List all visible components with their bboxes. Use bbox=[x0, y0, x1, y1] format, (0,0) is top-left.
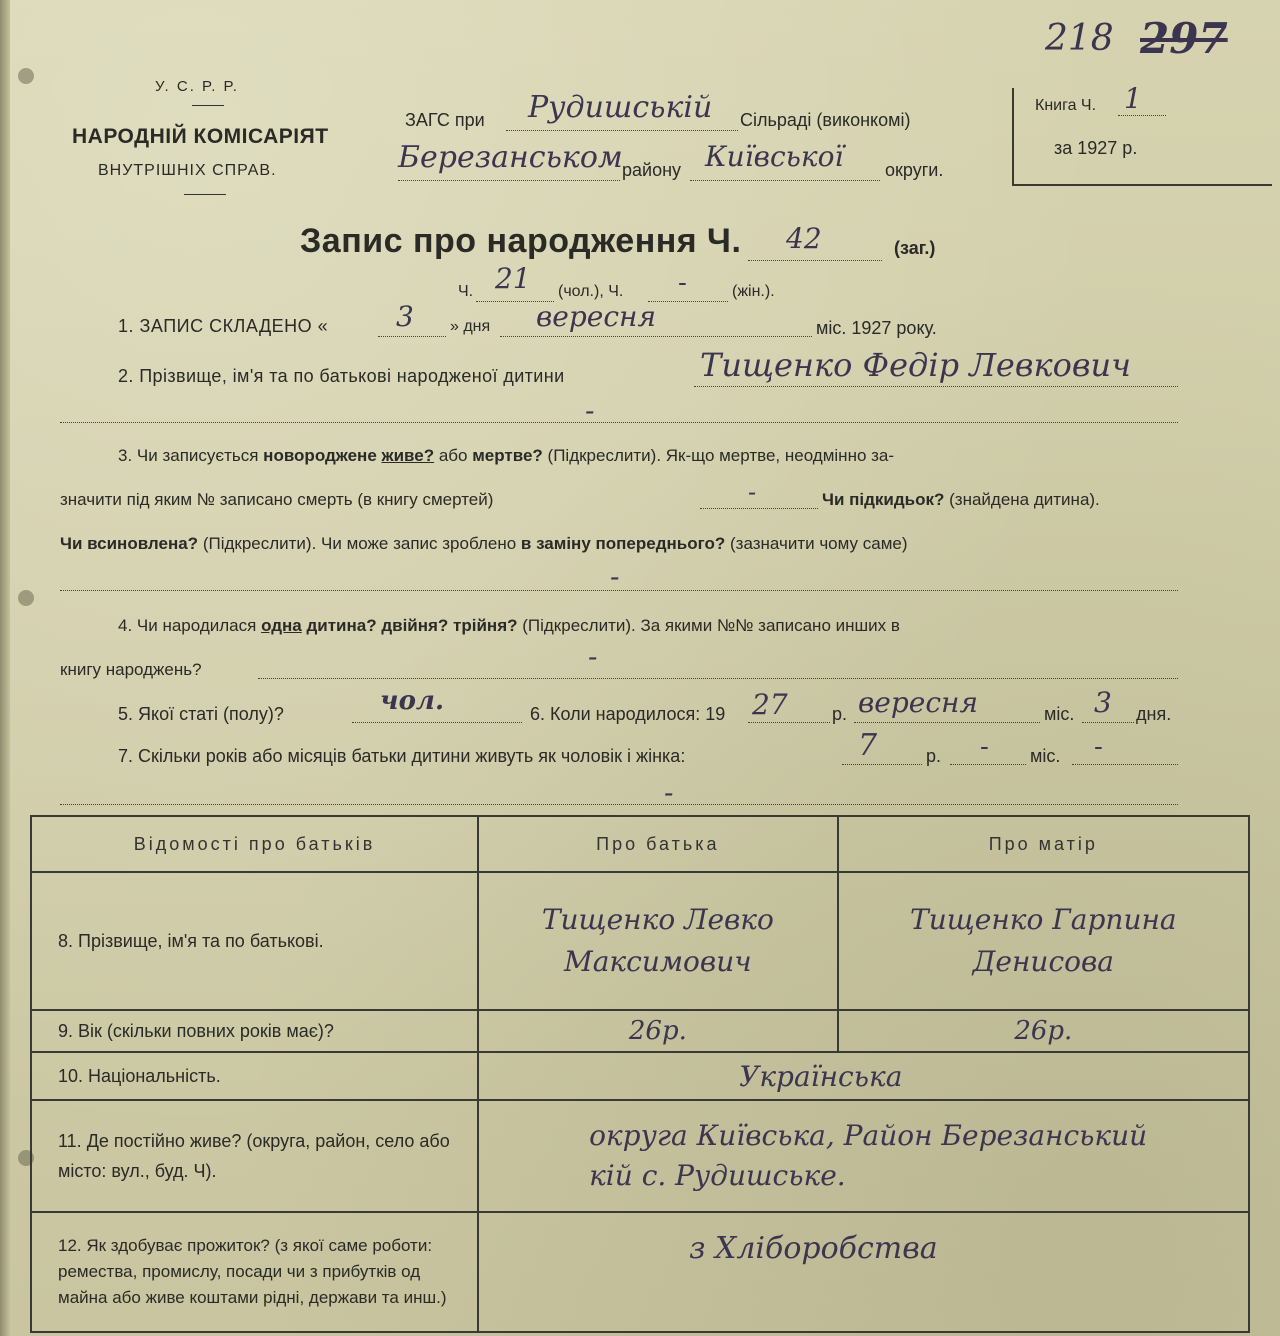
livelihood-handwritten: з Хліборобства bbox=[689, 1231, 938, 1266]
item3-line2b bbox=[822, 490, 1100, 510]
mother-age-cell bbox=[838, 1010, 1249, 1052]
item3-text: або bbox=[438, 446, 468, 465]
fill-line bbox=[1082, 722, 1134, 723]
raion-label: району bbox=[622, 160, 682, 180]
council-label: Сільраді (виконкомі) bbox=[740, 110, 911, 130]
item7-extra-dash-handwritten: - bbox=[1094, 732, 1103, 762]
father-name-handwritten: Тищенко Левко Максимович bbox=[541, 903, 774, 978]
birth-year-handwritten: 27 bbox=[752, 688, 788, 721]
item1-mid: » дня bbox=[450, 318, 491, 335]
mother-name-cell bbox=[838, 872, 1249, 1010]
item4-text: (Підкреслити). За якими №№ записано инших в bbox=[522, 616, 900, 635]
item7-dash-handwritten: - bbox=[664, 776, 674, 809]
book-label: Книга Ч. bbox=[1035, 97, 1097, 114]
fill-line bbox=[690, 180, 880, 181]
residence-handwritten-1: округа Київська, Район Березанський bbox=[589, 1119, 1148, 1152]
item3-death-dash-handwritten: - bbox=[748, 478, 757, 506]
fill-line bbox=[500, 336, 812, 337]
item3-alive: живе? bbox=[381, 446, 435, 465]
row-label-age: 9. Вік (скільки повних років має)? bbox=[31, 1010, 478, 1052]
item3-line3 bbox=[60, 534, 908, 554]
item4-options: дитина? двійня? трійня? bbox=[306, 616, 518, 635]
col-header-parents-info: Відомості про батьків bbox=[31, 816, 478, 872]
book-year: за 1927 р. bbox=[1054, 138, 1138, 158]
village-handwritten: Рудишській bbox=[528, 90, 713, 125]
row-label-name: 8. Прізвище, ім'я та по батькові. bbox=[31, 872, 478, 1010]
item2-label: 2. Прізвище, ім'я та по батькові народженої дитини bbox=[118, 366, 565, 386]
table-row bbox=[31, 1212, 1249, 1332]
marriage-months-suffix: міс. bbox=[1030, 746, 1061, 766]
item3-dash-handwritten: - bbox=[610, 560, 620, 593]
archive-number-old: 218 bbox=[1045, 18, 1114, 59]
fill-line bbox=[398, 180, 620, 181]
col-header-father: Про батька bbox=[478, 816, 838, 872]
fill-line bbox=[854, 722, 1040, 723]
item3-replacement: в заміну попереднього? bbox=[520, 534, 726, 553]
item1-month-handwritten: вересня bbox=[536, 300, 657, 333]
item3-foundling: Чи підкидьок? bbox=[822, 490, 945, 509]
divider bbox=[184, 194, 226, 195]
nationality-handwritten: Українська bbox=[739, 1059, 903, 1093]
table-row bbox=[31, 1100, 1249, 1212]
female-count-suffix: (жін.). bbox=[732, 283, 775, 300]
item1-day-handwritten: 3 bbox=[396, 300, 414, 333]
raion-handwritten: Березанськом bbox=[398, 140, 623, 175]
marriage-years-handwritten: 7 bbox=[858, 728, 878, 763]
archive-number-current: 297 bbox=[1140, 14, 1228, 63]
item3-text: (знайдена дитина). bbox=[949, 490, 1100, 509]
mother-name-handwritten: Тищенко Гарпина Денисова bbox=[910, 903, 1177, 978]
table-header-row bbox=[31, 816, 1249, 872]
fill-line bbox=[694, 386, 1178, 387]
item3-dead: мертве? bbox=[472, 446, 543, 465]
item4-text: 4. Чи народилася bbox=[118, 616, 257, 635]
father-age-handwritten: 26р. bbox=[628, 1016, 687, 1046]
book-number-handwritten: 1 bbox=[1124, 82, 1142, 115]
marriage-months-handwritten: - bbox=[980, 732, 989, 762]
item3-text: (зазначити чому саме) bbox=[729, 534, 908, 553]
record-number-suffix: (заг.) bbox=[894, 238, 936, 258]
item3-text: 3. Чи записується bbox=[118, 446, 259, 465]
item4-line1 bbox=[118, 616, 900, 636]
male-count-suffix: (чол.), Ч. bbox=[558, 283, 624, 300]
item7-label: 7. Скільки років або місяців батьки дитини живуть як чоловік і жінка: bbox=[118, 746, 686, 766]
birth-month-handwritten: вересня bbox=[858, 686, 979, 719]
fill-line bbox=[950, 764, 1026, 765]
page-edge bbox=[0, 0, 10, 1336]
zags-prefix: ЗАГС при bbox=[405, 110, 485, 130]
item4-line2: книгу народжень? bbox=[60, 660, 202, 679]
republic-label: У. С. Р. Р. bbox=[155, 78, 239, 95]
item6-label: 6. Коли народилося: 19 bbox=[530, 704, 726, 724]
father-age-cell bbox=[478, 1010, 838, 1052]
month-suffix: міс. bbox=[1044, 704, 1075, 724]
fill-line bbox=[1072, 764, 1178, 765]
item4-one: одна bbox=[261, 616, 302, 635]
residence-cell bbox=[478, 1100, 1249, 1212]
birth-day-handwritten: 3 bbox=[1094, 686, 1112, 719]
mother-age-handwritten: 26р. bbox=[1014, 1016, 1073, 1046]
residence-handwritten-2: кій с. Рудишське. bbox=[589, 1159, 846, 1192]
fill-line bbox=[506, 130, 738, 131]
fill-line bbox=[842, 764, 922, 765]
female-count-handwritten: - bbox=[678, 268, 687, 298]
item1-end: міс. 1927 року. bbox=[816, 318, 937, 338]
item2-dash-handwritten: - bbox=[585, 394, 595, 427]
fill-line bbox=[648, 301, 728, 302]
fill-line bbox=[748, 722, 830, 723]
fill-line bbox=[748, 260, 882, 261]
item4-dash-handwritten: - bbox=[588, 640, 598, 673]
male-count-handwritten: 21 bbox=[495, 262, 531, 295]
fill-line bbox=[352, 722, 522, 723]
fill-line bbox=[378, 336, 446, 337]
record-number-handwritten: 42 bbox=[786, 222, 822, 255]
okruha-handwritten: Київської bbox=[705, 140, 844, 173]
year-suffix: р. bbox=[832, 704, 848, 724]
marriage-years-suffix: р. bbox=[926, 746, 942, 766]
row-label-residence: 11. Де постійно живе? (округа, район, село або місто: вул., буд. Ч). bbox=[31, 1100, 478, 1212]
parents-table bbox=[30, 815, 1250, 1333]
livelihood-cell bbox=[478, 1212, 1249, 1332]
item3-adopted: Чи всиновлена? bbox=[60, 534, 199, 553]
commissariat-title: НАРОДНІЙ КОМІСАРІЯТ bbox=[72, 125, 329, 148]
fill-line bbox=[258, 678, 1178, 679]
sex-handwritten: чол. bbox=[380, 686, 445, 716]
fill-line bbox=[700, 508, 818, 509]
department-label: ВНУТРІШНІХ СПРАВ. bbox=[98, 162, 277, 179]
row-label-nationality: 10. Національність. bbox=[31, 1052, 478, 1100]
child-name-handwritten: Тищенко Федір Левкович bbox=[700, 346, 1131, 384]
item3-line1 bbox=[118, 446, 894, 466]
punch-hole bbox=[18, 590, 34, 606]
row-label-livelihood: 12. Як здобуває прожиток? (з якої саме роботи: ремества, промислу, посади чи з прибутків од майна або живе коштами рідні, держави та инш.) bbox=[31, 1212, 478, 1332]
father-name-cell bbox=[478, 872, 838, 1010]
item3-text: (Підкреслити). Чи може запис зроблено bbox=[202, 534, 517, 553]
item3-text: (Підкреслити). Як-що мертве, неодмінно за- bbox=[547, 446, 895, 465]
col-header-mother: Про матір bbox=[838, 816, 1249, 872]
item5-label: 5. Якої статі (полу)? bbox=[118, 704, 284, 724]
table-row bbox=[31, 1010, 1249, 1052]
fill-line bbox=[60, 422, 1178, 423]
table-row bbox=[31, 872, 1249, 1010]
item3-newborn: новороджене bbox=[263, 446, 377, 465]
nationality-cell bbox=[478, 1052, 1249, 1100]
item3-text: значити під яким № записано смерть (в книгу смертей) bbox=[60, 490, 494, 509]
item1-label: 1. ЗАПИС СКЛАДЕНО « bbox=[118, 316, 329, 336]
okruha-label: округи. bbox=[885, 160, 944, 180]
day-suffix: дня. bbox=[1136, 704, 1172, 724]
fill-line bbox=[60, 804, 1178, 805]
item3-line2 bbox=[60, 490, 493, 510]
record-title: Запис про народження Ч. bbox=[300, 222, 742, 260]
fill-line bbox=[1118, 115, 1166, 116]
punch-hole bbox=[18, 68, 34, 84]
divider bbox=[192, 105, 224, 106]
male-count-prefix: Ч. bbox=[458, 283, 474, 300]
table-row bbox=[31, 1052, 1249, 1100]
